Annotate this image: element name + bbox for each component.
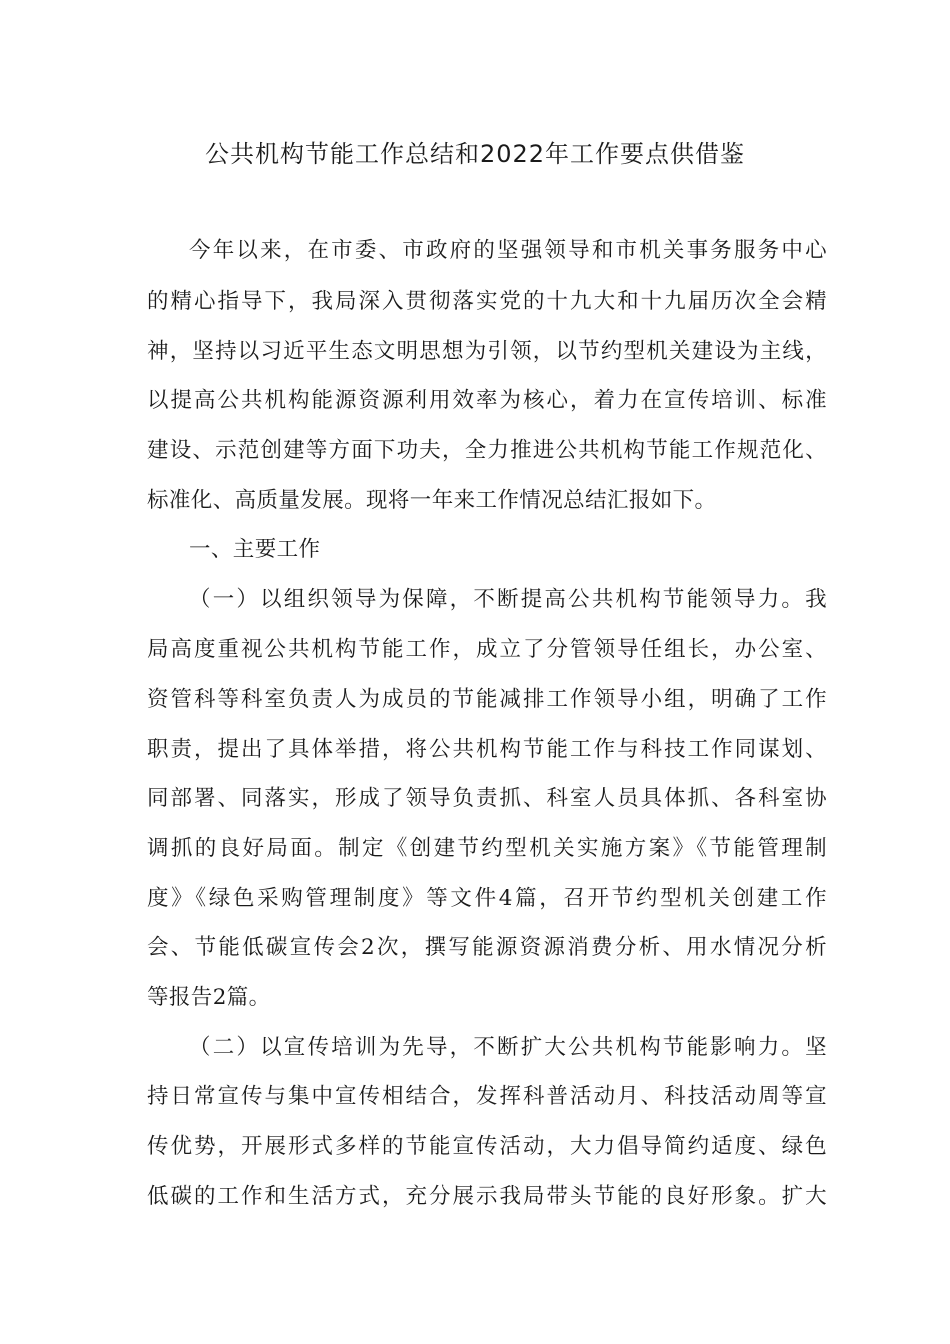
paragraph-line: 的精心指导下，我局深入贯彻落实党的十九大和十九届历次全会精 bbox=[147, 289, 827, 314]
paragraph-line: 等报告2篇。 bbox=[147, 985, 271, 1010]
paragraph-line: 神，坚持以习近平生态文明思想为引领，以节约型机关建设为主线， bbox=[147, 339, 827, 364]
paragraph-line: 同部署、同落实，形成了领导负责抓、科室人员具体抓、各科室协 bbox=[147, 786, 827, 811]
paragraph-line: 调抓的良好局面。制定《创建节约型机关实施方案》《节能管理制 bbox=[147, 836, 827, 861]
section-heading: 一、主要工作 bbox=[189, 537, 321, 562]
paragraph-line: 职责，提出了具体举措，将公共机构节能工作与科技工作同谋划、 bbox=[147, 737, 827, 762]
paragraph-line: （一）以组织领导为保障，不断提高公共机构节能领导力。我 bbox=[189, 587, 827, 612]
document-title: 公共机构节能工作总结和2022年工作要点供借鉴 bbox=[204, 140, 746, 168]
paragraph-line: 资管科等科室负责人为成员的节能减排工作领导小组，明确了工作 bbox=[147, 687, 827, 712]
paragraph-line: （二）以宣传培训为先导，不断扩大公共机构节能影响力。坚 bbox=[189, 1035, 827, 1060]
paragraph-line: 标准化、高质量发展。现将一年来工作情况总结汇报如下。 bbox=[147, 488, 717, 513]
paragraph-line: 持日常宣传与集中宣传相结合，发挥科普活动月、科技活动周等宣 bbox=[147, 1084, 827, 1109]
paragraph-line: 局高度重视公共机构节能工作，成立了分管领导任组长，办公室、 bbox=[147, 637, 827, 662]
paragraph-line: 传优势，开展形式多样的节能宣传活动，大力倡导简约适度、绿色 bbox=[147, 1134, 827, 1159]
paragraph-line: 低碳的工作和生活方式，充分展示我局带头节能的良好形象。扩大 bbox=[147, 1184, 827, 1209]
paragraph-line: 度》《绿色采购管理制度》等文件4篇，召开节约型机关创建工作 bbox=[147, 886, 827, 911]
paragraph-line: 今年以来，在市委、市政府的坚强领导和市机关事务服务中心 bbox=[189, 238, 827, 263]
paragraph-line: 以提高公共机构能源资源利用效率为核心，着力在宣传培训、标准 bbox=[147, 388, 827, 413]
paragraph-line: 会、节能低碳宣传会2次，撰写能源资源消费分析、用水情况分析 bbox=[147, 935, 827, 960]
paragraph-line: 建设、示范创建等方面下功夫，全力推进公共机构节能工作规范化、 bbox=[147, 438, 827, 463]
